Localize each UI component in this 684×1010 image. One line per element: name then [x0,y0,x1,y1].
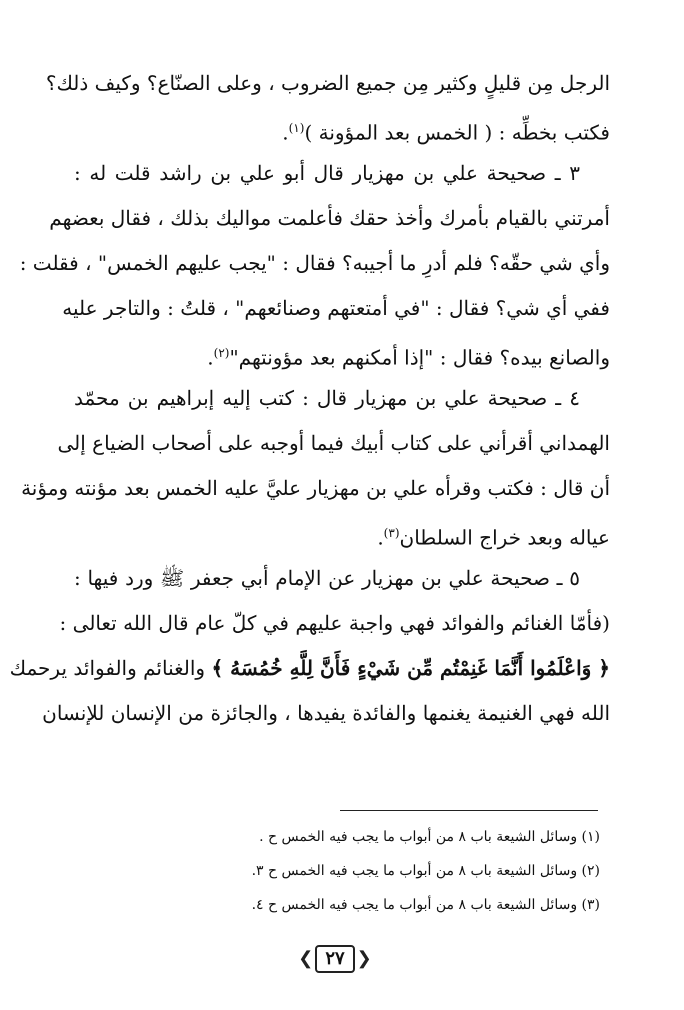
footnote-ref-1: (١) [288,121,305,135]
body-line-2 [74,113,610,148]
body-line-11-text: عياله وبعد خراج السلطان [399,525,610,550]
body-line-13: (فأمّا الغنائم والفوائد فهي واجبة عليهم في كلّ عام قال الله تعالى : [59,611,610,635]
body-line-7-text: والصانع بيده؟ فقال : "إذا أمكنهم بعد مؤونتهم" [229,345,610,370]
footnote-2: (٢) وسائل الشيعة باب ٨ من أبواب ما يجب فيه الخمس ح ٣. [251,863,600,879]
body-line-5: وأي شي حقّه؟ فلم أدرِ ما أجيبه؟ فقال : "يجب عليهم الخمس" ، فقلت : [19,251,610,275]
period: . [282,120,289,145]
body-line-10: أن قال : فكتب وقرأه علي بن مهزيار عليَّ عليه الخمس بعد مؤنته ومؤنة [21,476,610,500]
footnote-ref-2: (٢) [213,346,230,360]
body-line-4: أمرتني بالقيام بأمرك وأخذ حقك فأعلمت مواليك بذلك ، فقال بعضهم [49,206,610,230]
body-line-14 [9,653,610,683]
body-line-2-text: فكتب بخطِّه : ( الخمس بعد المؤونة ) [304,120,610,145]
ornament-left-icon: ❮ [298,948,314,969]
footnote-ref-3: (٣) [383,526,400,540]
body-line-15: الله فهي الغنيمة يغنمها والفائدة يفيدها ، والجائزة من الإنسان للإنسان [42,701,610,725]
footnote-3: (٣) وسائل الشيعة باب ٨ من أبواب ما يجب فيه الخمس ح ٤. [251,897,600,913]
body-line-14-text: والغنائم والفوائد يرحمك [9,656,206,680]
period: . [207,345,214,370]
footnote-separator [340,810,598,811]
footnote-1: (١) وسائل الشيعة باب ٨ من أبواب ما يجب فيه الخمس ح . [259,829,600,845]
body-line-1: الرجل مِن قليلٍ وكثير مِن جميع الضروب ، وعلى الصنّاع؟ وكيف ذلك؟ [45,71,610,95]
body-line-9: الهمداني أقرأني على كتاب أبيك فيما أوجبه على أصحاب الضياع إلى [57,431,610,455]
ornament-right-icon: ❯ [356,948,372,969]
quran-verse: ﴿ وَاعْلَمُوا أَنَّمَا غَنِمْتُم مِّن شَيْءٍ فَأَنَّ لِلَّهِ خُمُسَهُ ﴾ [211,656,610,680]
body-line-7 [74,338,610,373]
body-line-12: ٥ ـ صحيحة علي بن مهزيار عن الإمام أبي جعفر ﷺ ورد فيها : [74,566,580,590]
body-line-3: ٣ ـ صحيحة علي بن مهزيار قال أبو علي بن راشد قلت له : [74,161,580,185]
page-number: ٢٧ [315,945,354,973]
page-number-box [300,942,370,976]
body-line-11 [74,518,610,553]
period: . [377,525,384,550]
body-line-8: ٤ ـ صحيحة علي بن مهزيار قال : كتب إليه إبراهيم بن محمّد [74,386,580,410]
body-line-6: ففي أي شي؟ فقال : "في أمتعتهم وصنائعهم" ، قلتُ : والتاجر عليه [62,296,610,320]
